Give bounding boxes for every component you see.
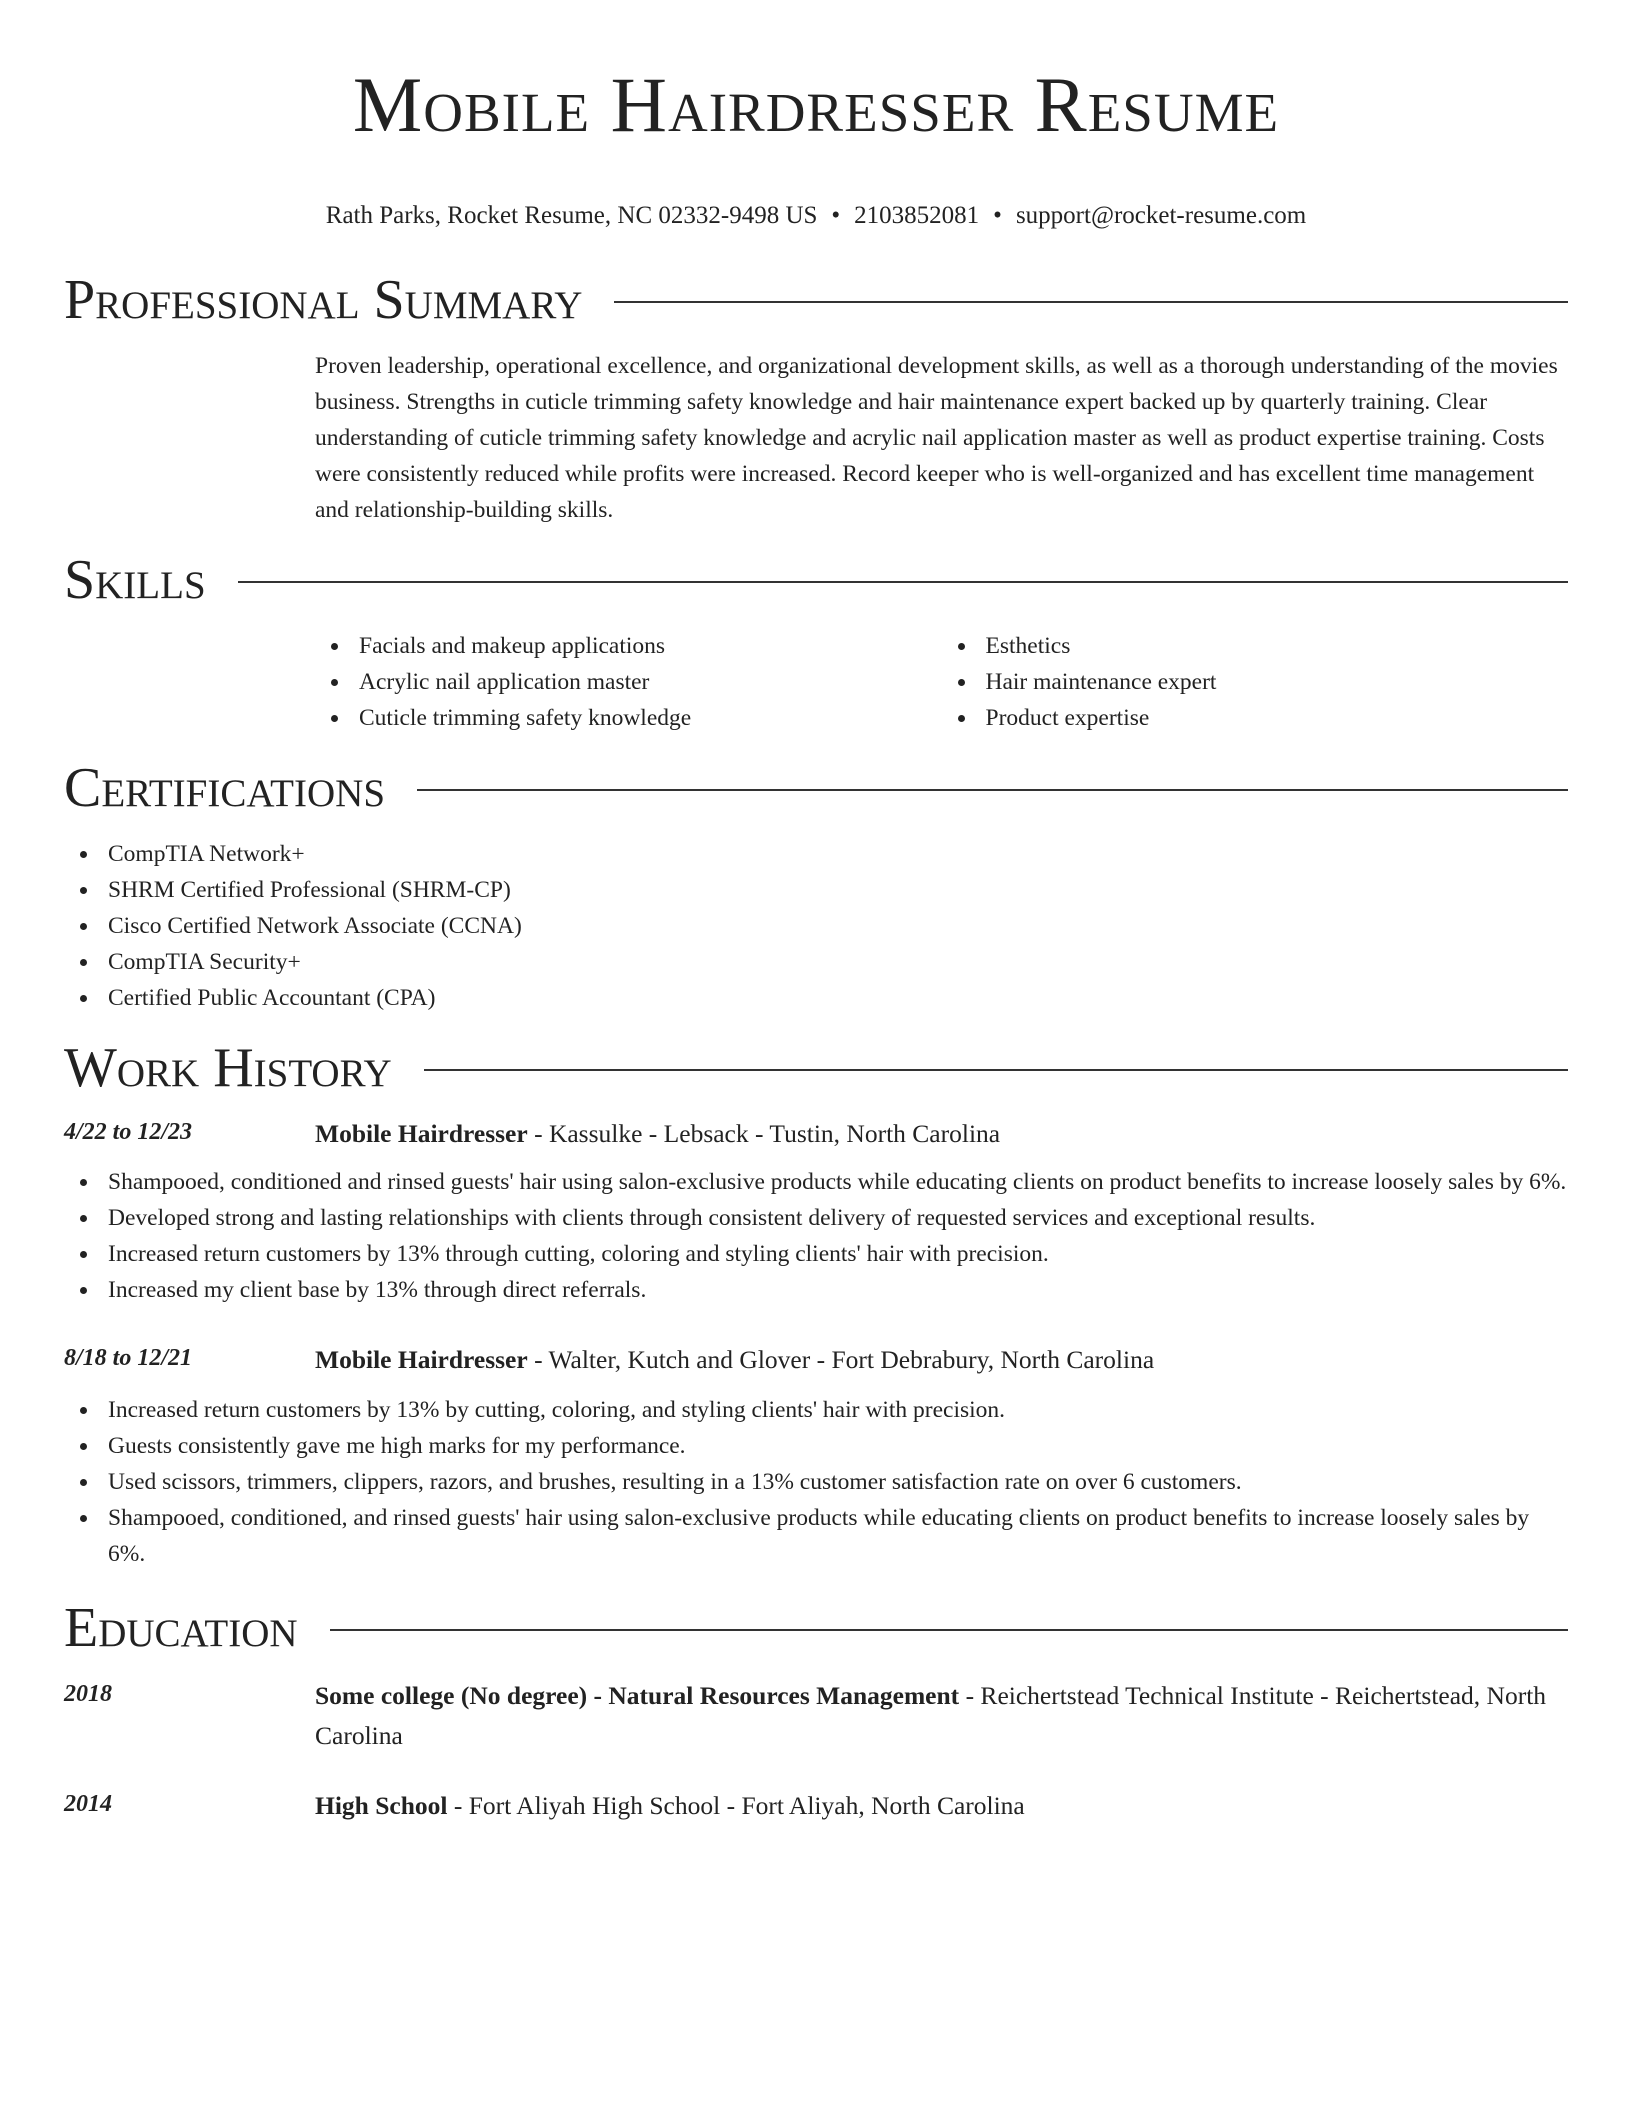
job-duty: Shampooed, conditioned and rinsed guests' hair using salon-exclusive products while educating clients on product benefits to increase loosely sales by 6%.: [108, 1164, 1568, 1200]
section-divider: [614, 301, 1568, 303]
certification-item: Certified Public Accountant (CPA): [108, 980, 1568, 1016]
education-school: - Reichertstead Technical Institute - Reichertstead, North Carolina: [315, 1681, 1547, 1750]
education-section-header: [64, 1596, 1568, 1660]
job-title: Mobile Hairdresser: [315, 1119, 528, 1148]
separator: •: [993, 202, 1002, 229]
skill-item: Esthetics: [986, 628, 1569, 664]
skill-item: Hair maintenance expert: [986, 664, 1569, 700]
skill-item: Acrylic nail application master: [359, 664, 942, 700]
job-title: Mobile Hairdresser: [315, 1345, 528, 1374]
summary-section-header: [64, 268, 1568, 332]
work-history-heading: Work History: [64, 1037, 392, 1099]
work-history-section-header: [64, 1036, 1568, 1100]
section-divider: [424, 1069, 1568, 1071]
education-degree: Some college (No degree) - Natural Resources Management: [315, 1681, 960, 1710]
skills-column-right: [942, 628, 1569, 736]
section-divider: [330, 1629, 1568, 1631]
certifications-section-header: [64, 756, 1568, 820]
skills-heading: Skills: [64, 549, 206, 611]
certifications-heading: Certifications: [64, 757, 386, 819]
education-entry: [64, 1786, 1568, 1826]
skills-list: [315, 628, 1568, 736]
skill-item: Product expertise: [986, 700, 1569, 736]
contact-line: [64, 200, 1568, 232]
job-dates: 8/18 to 12/21: [64, 1345, 193, 1371]
job-duty: Used scissors, trimmers, clippers, razors, and brushes, resulting in a 13% customer satisfaction rate on over 6 customers.: [108, 1464, 1568, 1500]
job-heading: [315, 1340, 1568, 1380]
education-degree: High School: [315, 1791, 448, 1820]
section-divider: [417, 789, 1568, 791]
education-year: 2014: [64, 1791, 112, 1817]
job-duty: Increased return customers by 13% by cutting, coloring, and styling clients' hair with precision.: [108, 1392, 1568, 1428]
job-heading: [315, 1114, 1568, 1154]
certification-item: Cisco Certified Network Associate (CCNA): [108, 908, 1568, 944]
education-details: [315, 1676, 1568, 1756]
skills-section-header: [64, 548, 1568, 612]
job-header: [64, 1114, 1568, 1154]
certifications-list: [64, 836, 1568, 1016]
education-details: [315, 1786, 1568, 1826]
certification-item: CompTIA Security+: [108, 944, 1568, 980]
education-heading: Education: [64, 1597, 298, 1659]
job-employer: - Walter, Kutch and Glover - Fort Debrabury, North Carolina: [527, 1345, 1155, 1374]
job-employer: - Kassulke - Lebsack - Tustin, North Carolina: [527, 1119, 1001, 1148]
skill-item: Facials and makeup applications: [359, 628, 942, 664]
job-header: [64, 1340, 1568, 1380]
education-entry: [64, 1676, 1568, 1756]
job-duty: Shampooed, conditioned, and rinsed guests' hair using salon-exclusive products while educating clients on product benefits to increase loosely sales by 6%.: [108, 1500, 1568, 1572]
job-entry: [64, 1114, 1568, 1308]
job-entry: [64, 1340, 1568, 1572]
address: Rath Parks, Rocket Resume, NC 02332-9498 US: [325, 202, 818, 229]
certification-item: CompTIA Network+: [108, 836, 1568, 872]
education-year: 2018: [64, 1681, 112, 1707]
email: support@rocket-resume.com: [1015, 202, 1307, 229]
summary-text: Proven leadership, operational excellence, and organizational development skills, as well as a thorough understanding of the movies business. Strengths in cuticle trimming safety knowledge and hair maintenance expert backed up by quarterly training. Clear understanding of cuticle trimming safety knowledge and acrylic nail application master as well as product expertise training. Costs were consistently reduced while profits were increased. Record keeper who is well-organized and has excellent time management and relationship-building skills.: [315, 353, 1558, 523]
job-duties: [64, 1164, 1568, 1308]
separator: •: [831, 202, 841, 229]
job-duty: Increased return customers by 13% through cutting, coloring and styling clients' hair with precision.: [108, 1236, 1568, 1272]
certification-item: SHRM Certified Professional (SHRM-CP): [108, 872, 1568, 908]
resume-title: Mobile Hairdresser Resume: [352, 61, 1280, 148]
phone: 2103852081: [854, 202, 980, 229]
job-dates: 4/22 to 12/23: [64, 1119, 193, 1145]
job-duty: Developed strong and lasting relationships with clients through consistent delivery of requested services and exceptional results.: [108, 1200, 1568, 1236]
job-duty: Increased my client base by 13% through direct referrals.: [108, 1272, 1568, 1308]
section-divider: [238, 581, 1568, 583]
job-duties: [64, 1392, 1568, 1572]
skill-item: Cuticle trimming safety knowledge: [359, 700, 942, 736]
education-school: - Fort Aliyah High School - Fort Aliyah, North Carolina: [447, 1791, 1025, 1820]
job-duty: Guests consistently gave me high marks for my performance.: [108, 1428, 1568, 1464]
skills-column-left: [315, 628, 942, 736]
summary-heading: Professional Summary: [64, 269, 583, 331]
